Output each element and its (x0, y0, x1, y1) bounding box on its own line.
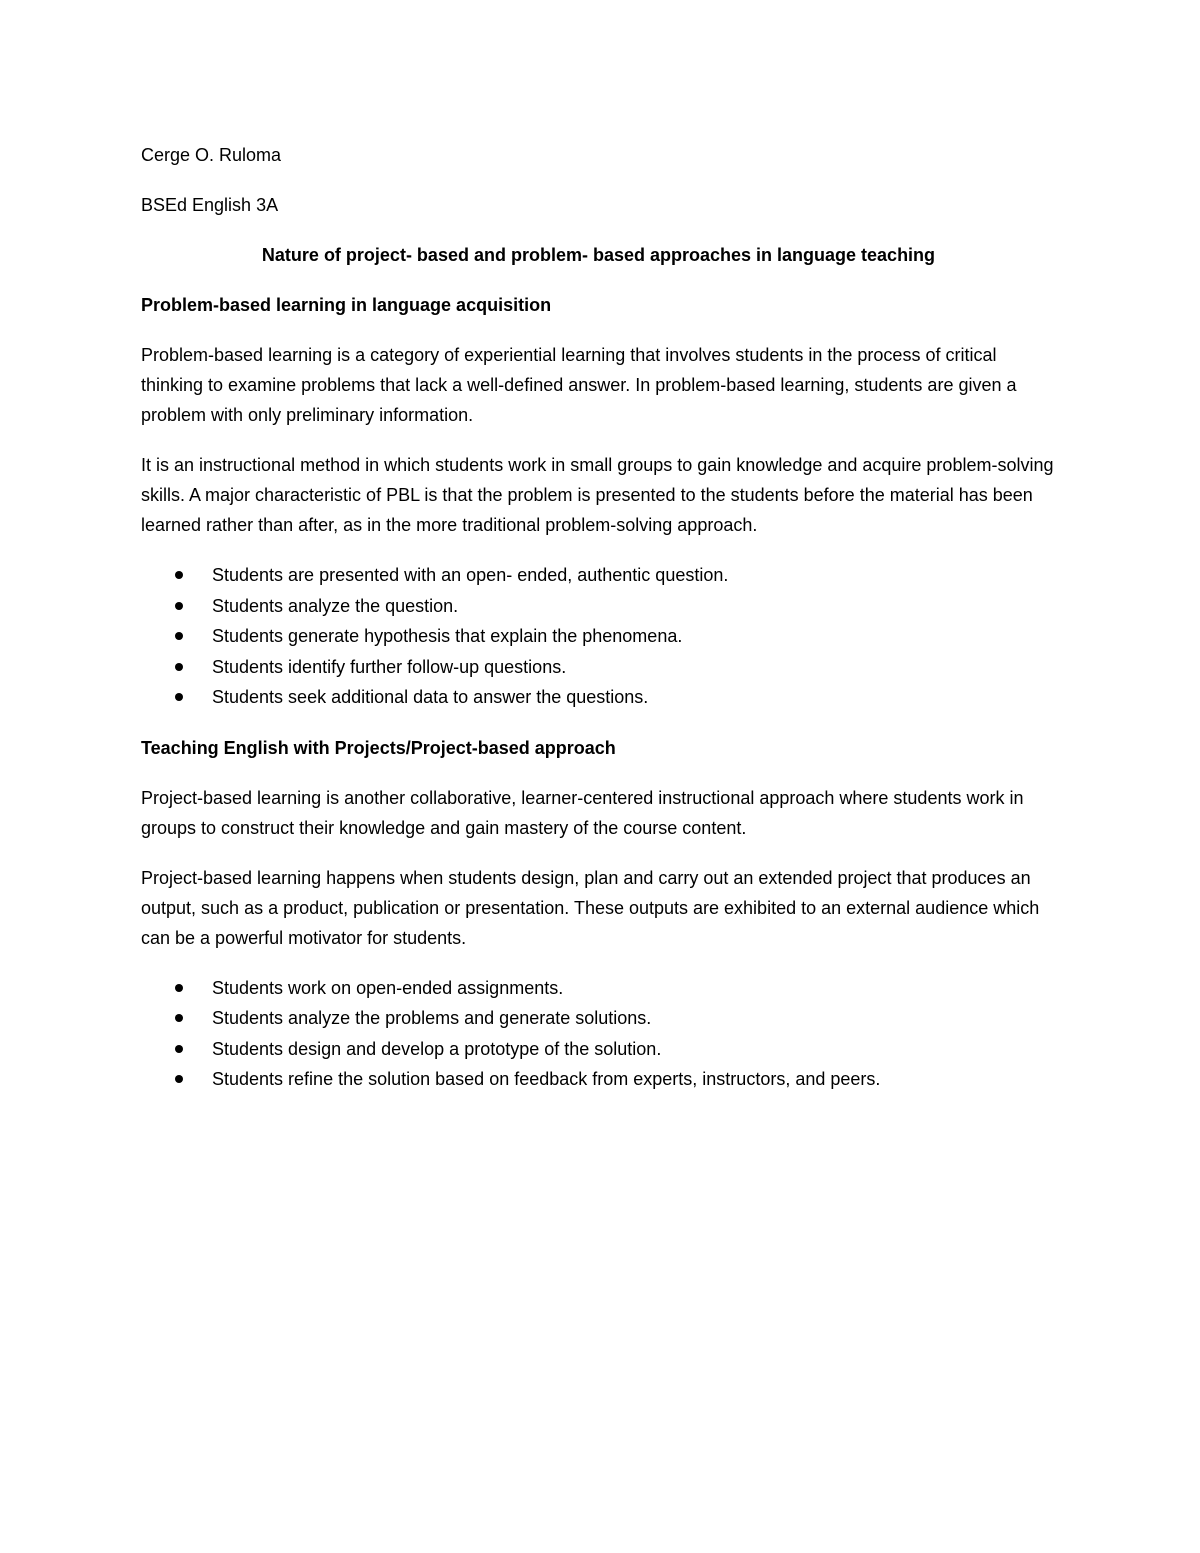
list-item-text: Students are presented with an open- ended, authentic question. (212, 565, 729, 585)
paragraph: Project-based learning happens when students design, plan and carry out an extended project that produces an output, such as a product, publication or presentation. These outputs are exhibited to an external audience which can be a powerful motivator for students. (141, 867, 1040, 948)
bullet-icon (175, 632, 183, 640)
course-section: BSEd English 3A (141, 195, 279, 215)
list-item-text: Students seek additional data to answer the questions. (212, 687, 649, 707)
author-name: Cerge O. Ruloma (141, 145, 282, 165)
list-item (141, 1034, 1056, 1065)
bullet-icon (175, 693, 183, 701)
list-item (141, 591, 1056, 622)
list-item (141, 621, 1056, 652)
list-item (141, 652, 1056, 683)
list-item (141, 682, 1056, 713)
bullet-icon (175, 984, 183, 992)
section-heading-problem-based: Problem-based learning in language acquisition (141, 295, 552, 315)
paragraph: Project-based learning is another collaborative, learner-centered instructional approach where students work in groups to construct their knowledge and gain mastery of the course content. (141, 787, 1024, 838)
list-item-text: Students design and develop a prototype of the solution. (212, 1038, 662, 1059)
list-item-text: Students analyze the problems and generate solutions. (212, 1008, 652, 1028)
bullet-icon (175, 1075, 183, 1083)
bullet-icon (175, 602, 183, 610)
list-item (141, 560, 1056, 591)
list-item-text: Students refine the solution based on feedback from experts, instructors, and peers. (212, 1069, 881, 1089)
bullet-icon (175, 571, 183, 579)
document-title: Nature of project- based and problem- based approaches in language teaching (261, 245, 936, 265)
section-heading-project-based: Teaching English with Projects/Project-based approach (141, 737, 616, 758)
list-item (141, 1064, 1056, 1095)
paragraph: It is an instructional method in which students work in small groups to gain knowledge and acquire problem-solving skills. A major characteristic of PBL is that the problem is presented to the students before the material has been learned rather than after, as in the more traditional problem-solving approach. (141, 455, 1054, 535)
bullet-icon (175, 663, 183, 671)
bullet-list-problem-based (141, 560, 1056, 713)
list-item-text: Students generate hypothesis that explain the phenomena. (212, 626, 683, 646)
list-item-text: Students identify further follow-up questions. (212, 656, 567, 677)
list-item-text: Students work on open-ended assignments. (212, 977, 564, 998)
paragraph: Problem-based learning is a category of experiential learning that involves students in the process of critical thinking to examine problems that lack a well-defined answer. In problem-based learning, students are given a problem with only preliminary information. (141, 345, 1017, 425)
list-item (141, 973, 1056, 1004)
list-item-text: Students analyze the question. (212, 595, 459, 616)
bullet-list-project-based (141, 973, 1056, 1095)
bullet-icon (175, 1014, 183, 1022)
bullet-icon (175, 1045, 183, 1053)
list-item (141, 1003, 1056, 1034)
document-body (141, 140, 1056, 1115)
